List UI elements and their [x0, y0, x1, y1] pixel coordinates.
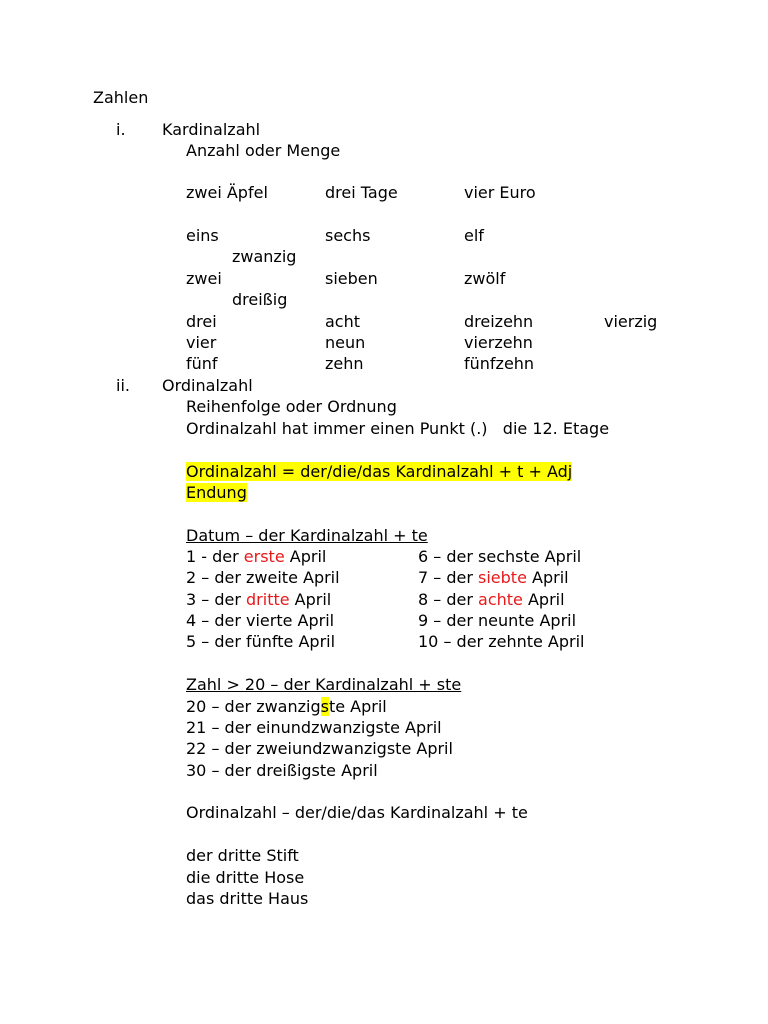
article-example: der dritte Stift: [186, 846, 299, 865]
article-example: das dritte Haus: [186, 889, 309, 908]
example-item: drei Tage: [325, 183, 398, 202]
number-word: vierzig: [604, 312, 658, 331]
ordinal-red: siebte: [478, 568, 527, 587]
number-word: fünf: [186, 354, 218, 373]
number-word: zehn: [325, 354, 364, 373]
kardinalzahl-definition: Anzahl oder Menge: [186, 141, 341, 160]
ordinal-red: dritte: [246, 590, 290, 609]
example-item: zwei Äpfel: [186, 183, 268, 202]
number-word: neun: [325, 333, 366, 352]
date-text: April: [284, 547, 327, 566]
date-item: [186, 546, 326, 567]
date-text: 3 – der: [186, 590, 247, 609]
number-word: sechs: [325, 226, 371, 245]
number-word: dreizehn: [464, 312, 534, 331]
number-word: zwölf: [464, 269, 506, 288]
number-word: vier: [186, 333, 217, 352]
date-text: 8 – der: [418, 590, 479, 609]
number-word: dreißig: [232, 290, 288, 309]
date-item: [418, 589, 565, 610]
number-word: acht: [325, 312, 361, 331]
date-item: 4 – der vierte April: [186, 611, 335, 630]
date-text: April: [526, 568, 569, 587]
number-word: zwanzig: [232, 247, 297, 266]
ordinalzahl-note: Ordinalzahl hat immer einen Punkt (.) die 12. Etage: [186, 419, 610, 438]
number-word: fünfzehn: [464, 354, 535, 373]
section-numeral-i: i.: [116, 120, 126, 139]
ordinal-red: erste: [243, 547, 285, 566]
date-text: 7 – der: [418, 568, 479, 587]
number-word: vierzehn: [464, 333, 533, 352]
date-text: April: [522, 590, 565, 609]
number-word: elf: [464, 226, 484, 245]
highlighted-text: Ordinalzahl = der/die/das Kardinalzahl + t + Adj: [186, 462, 573, 481]
highlighted-text: Endung: [186, 483, 247, 502]
date-item: 2 – der zweite April: [186, 568, 340, 587]
document-title: Zahlen: [93, 88, 149, 107]
date-item: 5 – der fünfte April: [186, 632, 336, 651]
section-numeral-ii: ii.: [116, 376, 130, 395]
date-item: [418, 567, 569, 588]
number-word: zwei: [186, 269, 222, 288]
date-item: 6 – der sechste April: [418, 547, 582, 566]
big-date-item: 30 – der dreißigste April: [186, 761, 378, 780]
date-text: te April: [328, 697, 387, 716]
big-number-heading: Zahl > 20 – der Kardinalzahl + ste: [186, 675, 462, 694]
rule-highlight-line2: [186, 482, 247, 503]
date-text: 1 - der: [186, 547, 244, 566]
number-word: drei: [186, 312, 217, 331]
article-example: die dritte Hose: [186, 868, 305, 887]
date-text: 20 – der zwanzig: [186, 697, 321, 716]
date-item: [186, 589, 331, 610]
date-item: 10 – der zehnte April: [418, 632, 585, 651]
general-rule: Ordinalzahl – der/die/das Kardinalzahl + te: [186, 803, 528, 822]
example-item: vier Euro: [464, 183, 536, 202]
ordinal-red: achte: [478, 590, 523, 609]
big-date-item: 22 – der zweiundzwanzigste April: [186, 739, 453, 758]
ordinalzahl-definition: Reihenfolge oder Ordnung: [186, 397, 397, 416]
big-date-item: [186, 696, 387, 717]
section-heading-kardinalzahl: Kardinalzahl: [162, 120, 261, 139]
rule-highlight-line1: [186, 461, 572, 482]
date-item: 9 – der neunte April: [418, 611, 577, 630]
section-heading-ordinalzahl: Ordinalzahl: [162, 376, 253, 395]
number-word: eins: [186, 226, 219, 245]
big-date-item: 21 – der einundzwanzigste April: [186, 718, 442, 737]
date-heading: Datum – der Kardinalzahl + te: [186, 526, 428, 545]
date-text: April: [289, 590, 332, 609]
number-word: sieben: [325, 269, 378, 288]
highlighted-text: s: [320, 697, 329, 716]
